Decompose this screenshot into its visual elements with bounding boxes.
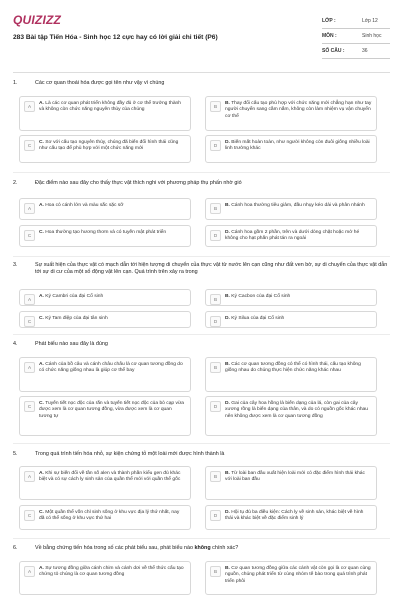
option-text: Các cơ quan tương đồng có thể có hình thái, cấu tạo không giống nhau do chúng thực hiện chức năng khác nhau [225, 362, 361, 374]
option-letter: B [210, 294, 221, 305]
meta-label: LỚP : [322, 18, 336, 24]
option-key: A. [39, 471, 44, 476]
option-text: Kỷ Cacbon của đại Cổ sinh [231, 294, 291, 299]
meta-row-subject [322, 29, 390, 44]
option-c[interactable] [19, 225, 191, 247]
option-text: Kỷ Tam điệp của đại tân sinh [45, 316, 108, 321]
option-key: C. [39, 316, 44, 321]
option-key: A. [39, 101, 44, 106]
option-b[interactable] [205, 289, 377, 306]
question-5 [13, 451, 390, 458]
option-key: B. [225, 362, 230, 367]
option-letter: B [210, 566, 221, 577]
question-text-pre: Về bằng chứng tiến hóa trong số các phát biểu sau, phát biểu nào [35, 545, 195, 551]
question-text: Trong quá trình tiến hóa nhỏ, sự kiện chứng tỏ một loài mới được hình thành là [35, 451, 225, 457]
option-d[interactable] [205, 135, 377, 163]
option-key: C. [39, 140, 44, 145]
option-a[interactable] [19, 96, 191, 131]
option-letter: D [210, 140, 221, 151]
option-letter: A [24, 294, 35, 305]
option-key: C. [39, 230, 44, 235]
option-text: Một quần thể vốn chỉ sinh sống ở khu vực địa lý thứ nhất, nay đã có thể sống ở khu vực thứ hai [39, 510, 180, 522]
option-text: Là các cơ quan phát triển không đầy đủ ở cơ thể trưởng thành và không còn chức năng nguyên thủy của chúng [39, 101, 181, 113]
option-key: D. [225, 230, 230, 235]
option-letter: D [210, 401, 221, 412]
option-key: B. [225, 101, 230, 106]
question-6 [13, 545, 390, 552]
option-b[interactable] [205, 466, 377, 500]
question-2 [13, 180, 390, 187]
option-text: Kỷ Silua của đại Cổ sinh [231, 316, 285, 321]
option-text: Hoa có cánh lớn và màu sắc sặc sỡ [45, 203, 124, 208]
separator [13, 443, 390, 444]
option-text: Cánh hoa thường tiêu giảm, đầu nhụy kéo dài và phân nhánh [231, 203, 365, 208]
question-text: Các cơ quan thoái hóa được gọi tên như vậy vì chúng [35, 80, 165, 86]
option-text: Kỷ Cambri của đại Cổ sinh [45, 294, 104, 299]
option-letter: D [210, 510, 221, 521]
option-letter: D [210, 230, 221, 241]
option-letter: C [24, 230, 35, 241]
option-key: A. [39, 203, 44, 208]
option-a[interactable] [19, 289, 191, 306]
question-number: 5. [13, 451, 18, 457]
option-text: Sự tương đồng giữa cánh chim và cánh dơi về thể thức cấu tạo chứng tỏ chúng là cơ quan tương đồng [39, 566, 184, 578]
option-letter: D [210, 316, 221, 327]
option-a[interactable] [19, 561, 191, 595]
option-d[interactable] [205, 505, 377, 530]
option-key: B. [225, 566, 230, 571]
option-key: B. [225, 203, 230, 208]
meta-value: Lớp 12 [362, 18, 378, 24]
option-a[interactable] [19, 357, 191, 392]
question-text: Sự xuất hiện của thực vật có mạch dẫn tới hiện tượng di chuyển của thực vật từ nước lên cạn cũng như đất ven bờ, sự di chuyển của thực vật dẫn tới sự di cư của một số động vật lên cạn. Quá trình trên xảy ra trong [35, 262, 388, 275]
question-number: 3. [13, 262, 18, 268]
option-key: A. [39, 566, 44, 571]
header-divider [13, 72, 390, 73]
option-letter: B [210, 471, 221, 482]
option-text: Cánh của bồ câu và cánh châu chấu là cơ quan tương đồng do có chức năng giống nhau là giúp cơ thể bay [39, 362, 183, 374]
question-text: Đặc điểm nào sau đây cho thấy thực vật thích nghi với phương pháp thụ phấn nhờ gió [35, 180, 242, 186]
option-text: Từ loài ban đầu xuất hiện loài mới có đặc điểm hình thái khác với loài ban đầu [225, 471, 365, 483]
separator [13, 334, 390, 335]
option-b[interactable] [205, 96, 377, 131]
option-d[interactable] [205, 396, 377, 436]
option-text: Cơ quan tương đồng giữa các cánh vật còn gọi là cơ quan cùng nguồn, chúng phát triển từ cùng nhóm tế bào trong quá trình phát triển phôi [225, 566, 371, 584]
meta-label: MÔN : [322, 33, 337, 39]
separator [13, 172, 390, 173]
meta-value: 36 [362, 48, 368, 54]
question-text: Phát biểu nào sau đây là đúng [35, 341, 108, 347]
option-d[interactable] [205, 225, 377, 247]
meta-row-class [322, 14, 390, 29]
question-number: 4. [13, 341, 18, 347]
option-key: D. [225, 510, 230, 515]
page-header [0, 0, 400, 70]
option-key: D. [225, 140, 230, 145]
option-c[interactable] [19, 505, 191, 530]
option-c[interactable] [19, 135, 191, 163]
quizizz-logo: QUIZIZZ [13, 13, 62, 27]
meta-label: SỐ CÂU : [322, 48, 345, 54]
option-letter: B [210, 362, 221, 373]
option-letter: C [24, 401, 35, 412]
option-text: Gai của cây hoa hồng là biến dạng của lá, còn gai của cây xương rồng là biến dạng của thân, và do có nguồn gốc khác nhau nên không được xem là cơ quan tương đồng [225, 401, 368, 419]
option-key: C. [39, 401, 44, 406]
question-3 [13, 262, 390, 276]
option-letter: A [24, 471, 35, 482]
option-b[interactable] [205, 561, 377, 595]
question-number: 6. [13, 545, 18, 551]
option-key: B. [225, 294, 230, 299]
option-text: Sơ với cấu tạo nguyên thủy, chúng đã biến đổi hình thái cũng như cấu tạo để phù hợp với một chức năng mới [39, 140, 179, 152]
option-c[interactable] [19, 311, 191, 328]
option-letter: B [210, 101, 221, 112]
question-text [35, 545, 390, 552]
option-key: B. [225, 471, 230, 476]
page-title: 283 Bài tập Tiến Hóa - Sinh học 12 cực hay có lời giải chi tiết (P6) [13, 34, 218, 41]
option-text: Hội tụ đủ ba điều kiện: Cách ly về sinh sản, khác biệt về hình thái và khác biệt về đặc điểm sinh lý [225, 510, 364, 522]
question-number: 1. [13, 80, 18, 86]
option-a[interactable] [19, 198, 191, 220]
option-letter: A [24, 101, 35, 112]
option-letter: A [24, 566, 35, 577]
option-letter: C [24, 316, 35, 327]
option-key: A. [39, 362, 44, 367]
option-text: Thay đổi cấu tạo phù hợp với chức năng mới chẳng hạn như tay người chuyển sang cầm nắm, không còn làm nhiệm vụ vận chuyển cơ thể [225, 101, 372, 119]
option-a[interactable] [19, 466, 191, 500]
question-number: 2. [13, 180, 18, 186]
option-b[interactable] [205, 357, 377, 392]
question-4 [13, 341, 390, 348]
option-letter: C [24, 140, 35, 151]
option-text: Cánh hoa gồm 2 phần, trên và dưới dòng chặt hoặc mở hé không cho hạt phấn phát tán ra ngoài [225, 230, 360, 242]
option-b[interactable] [205, 198, 377, 220]
option-key: C. [39, 510, 44, 515]
option-c[interactable] [19, 396, 191, 436]
option-letter: A [24, 203, 35, 214]
option-text: Tuyến tiết nọc độc của rắn và tuyến tiết nọc độc của bò cạp vừa được xem là cơ quan tương đồng, vừa được xem là cơ quan tương tự [39, 401, 184, 419]
option-d[interactable] [205, 311, 377, 328]
separator [13, 538, 390, 539]
separator [13, 256, 390, 257]
option-key: A. [39, 294, 44, 299]
option-text: Khi sự biến đổi về tần số alen và thành phần kiểu gen đủ khác biệt và có sự cách ly sinh sản của quần thể mới với quần thể gốc [39, 471, 181, 483]
option-key: D. [225, 401, 230, 406]
meta-table [322, 14, 390, 59]
option-text: Hoa thường tạo hương thơm và có tuyến mật phát triển [45, 230, 167, 235]
meta-row-count [322, 44, 390, 59]
question-1 [13, 80, 390, 87]
option-letter: A [24, 362, 35, 373]
option-text: Biến mất hoàn toàn, như người không còn đuôi giống nhiều loài linh trưởng khác [225, 140, 370, 152]
option-letter: C [24, 510, 35, 521]
question-text-emphasis: không [194, 545, 211, 551]
option-letter: B [210, 203, 221, 214]
meta-value: Sinh học [362, 33, 382, 39]
option-key: D. [225, 316, 230, 321]
question-text-post: chính xác? [210, 545, 239, 551]
